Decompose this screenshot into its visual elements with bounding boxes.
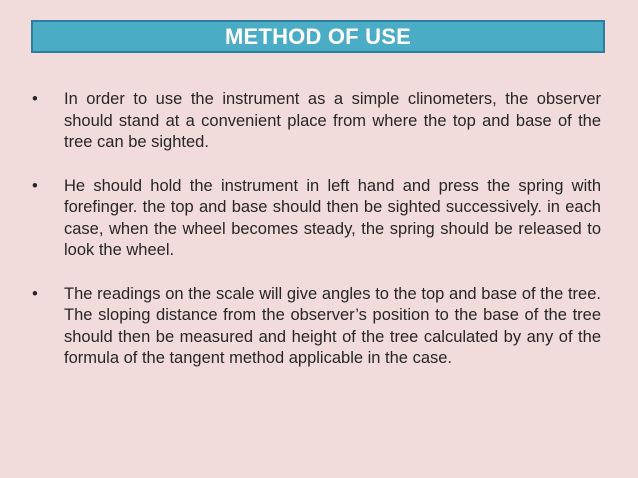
bullet-point: • — [32, 90, 38, 108]
bullet-text: He should hold the instrument in left hand and press the spring with forefinger. the top and base should then be sighted successively. in each case, when the wheel becomes steady, the spring should be released to look the wheel. — [64, 176, 601, 259]
bullet-text: In order to use the instrument as a simple clinometers, the observer should stand at a convenient place from where the top and base of the tree can be sighted. — [64, 90, 601, 151]
bullet-item — [32, 89, 601, 154]
bullet-item — [32, 284, 601, 370]
bullet-text: The readings on the scale will give angles to the top and base of the tree. The sloping distance from the observer’s position to the base of the tree should then be measured and height of the tree calculated by any of the formula of the tangent method applicable in the case. — [64, 284, 601, 367]
bullet-point: • — [32, 176, 38, 195]
slide-title: METHOD OF USE — [225, 23, 411, 49]
bullet-list — [32, 89, 601, 392]
title-banner — [31, 20, 605, 53]
bullet-point: • — [32, 284, 38, 303]
bullet-item — [32, 176, 601, 262]
